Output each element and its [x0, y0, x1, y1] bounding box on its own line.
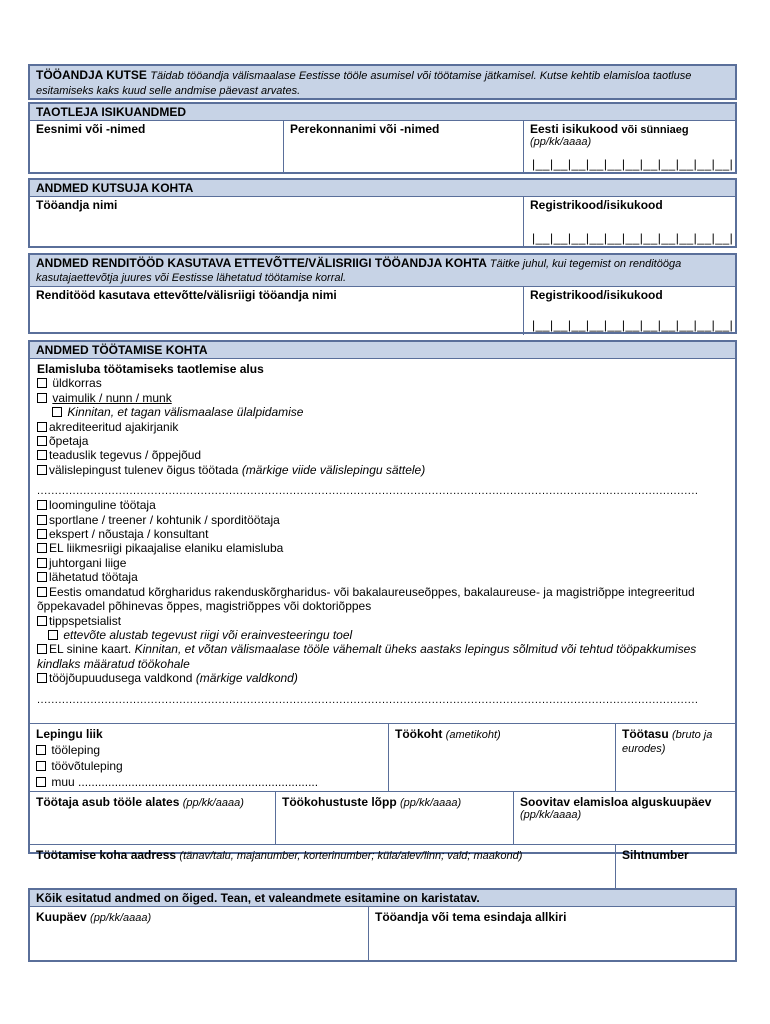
checkbox[interactable]: [37, 500, 47, 510]
option-startup[interactable]: [30, 628, 735, 642]
option-general[interactable]: [30, 376, 735, 390]
permit-start-field[interactable]: [514, 792, 735, 844]
checkbox[interactable]: [37, 393, 47, 403]
id-format-hint: (pp/kk/aaaa): [530, 136, 592, 148]
date-label: Kuupäev: [36, 910, 87, 924]
salary-hint: (bruto ja eurodes): [622, 729, 713, 755]
option-top-specialist[interactable]: [30, 614, 735, 628]
option-label: loominguline töötaja: [49, 498, 156, 513]
address-label: Töötamise koha aadress: [36, 848, 177, 862]
option-label: tippspetsialist: [49, 613, 122, 628]
declaration-statement: Kõik esitatud andmed on õiged. Tean, et valeandmete esitamine on karistatav.: [30, 890, 735, 907]
salary-label: Töötasu: [622, 727, 669, 741]
option-note: (märkige viide välislepingu sättele): [241, 462, 426, 477]
start-date-label: Töötaja asub tööle alates: [36, 795, 180, 809]
option-posted[interactable]: [30, 570, 735, 584]
inviter-header: ANDMED KUTSUJA KOHTA: [30, 180, 735, 197]
address-hint: (tänav/talu, majanumber, korterinumber; küla/alev/linn; vald; maakond): [179, 850, 523, 862]
checkbox[interactable]: [37, 558, 47, 568]
option-teacher[interactable]: [30, 434, 735, 448]
signature-label: Tööandja või tema esindaja allkiri: [375, 910, 567, 924]
position-label: Töökoht: [395, 727, 443, 741]
employer-name-label: Tööandja nimi: [36, 198, 118, 212]
position-field[interactable]: [389, 724, 616, 791]
applicant-section: [28, 102, 737, 174]
first-name-field[interactable]: [30, 121, 284, 174]
option-shortage[interactable]: [30, 671, 735, 685]
checkbox[interactable]: [37, 378, 47, 388]
option-treaty[interactable]: [30, 463, 735, 477]
leasing-header: ANDMED RENDITÖÖD KASUTAVA ETTEVÕTTE/VÄLISRIIGI TÖÖANDJA KOHTA: [36, 256, 487, 270]
leasing-reg-code-label: Registrikood/isikukood: [530, 288, 663, 302]
address-field[interactable]: [30, 845, 616, 891]
permit-start-label: Soovitav elamisloa alguskuupäev: [520, 795, 712, 809]
option-executive[interactable]: [30, 556, 735, 570]
checkbox[interactable]: [52, 407, 62, 417]
option-label: õpetaja: [49, 434, 89, 449]
inviter-reg-code-field[interactable]: [524, 197, 735, 248]
checkbox[interactable]: [37, 543, 47, 553]
option-label: Eestis omandatud kõrgharidus rakenduskõrgharidus- või bakalaureuseõppes, bakalaureuse- ja magistriõppe integreeritud õppekavadel põhinevas õppes, magistriõppes või doktoriõppes: [37, 584, 695, 614]
option-blue-card[interactable]: [30, 642, 735, 671]
postcode-field[interactable]: [616, 845, 735, 891]
checkbox[interactable]: [37, 644, 47, 654]
employment-header: ANDMED TÖÖTAMISE KOHTA: [30, 342, 735, 359]
postcode-label: Sihtnumber: [622, 848, 689, 862]
checkbox[interactable]: [37, 515, 47, 525]
leasing-reg-code-boxes[interactable]: |__|__|__|__|__|__|__|__|__|__|__|: [532, 318, 734, 332]
form-title: TÖÖANDJA KUTSE: [36, 68, 147, 82]
leasing-name-field[interactable]: [30, 287, 524, 335]
option-label: akrediteeritud ajakirjanik: [49, 419, 179, 434]
option-label: Kinnitan, et tagan välismaalase ülalpidamise: [67, 405, 304, 420]
contract-opt-other[interactable]: [36, 774, 382, 790]
leasing-reg-code-field[interactable]: [524, 287, 735, 335]
option-label: EL sinine kaart.: [49, 642, 132, 657]
checkbox[interactable]: [48, 630, 58, 640]
checkbox[interactable]: [37, 587, 47, 597]
option-label: töövõtuleping: [51, 759, 123, 773]
option-researcher[interactable]: [30, 448, 735, 462]
start-date-field[interactable]: [30, 792, 276, 844]
option-support[interactable]: [30, 405, 735, 419]
salary-field[interactable]: [616, 724, 735, 791]
leasing-name-label: Renditööd kasutava ettevõtte/välisriigi tööandja nimi: [36, 288, 337, 302]
last-name-field[interactable]: [284, 121, 524, 174]
option-label: teaduslik tegevus / õppejõud: [49, 448, 202, 463]
option-eu-resident[interactable]: [30, 541, 735, 555]
id-code-boxes[interactable]: |__|__|__|__|__|__|__|__|__|__|__|: [532, 157, 734, 171]
option-sport[interactable]: [30, 513, 735, 527]
employment-section: [28, 340, 737, 862]
applicant-header: TAOTLEJA ISIKUANDMED: [30, 104, 735, 121]
option-label: vaimulik / nunn / munk: [52, 390, 172, 405]
date-field[interactable]: [30, 907, 369, 962]
contract-type-field: [30, 724, 389, 791]
leasing-note: Täitke juhul, kui tegemist on renditööga kasutajaettevõtja juures või Eestisse lähetatud töötamise korral.: [36, 258, 682, 284]
checkbox[interactable]: [37, 616, 47, 626]
option-label: ekspert / nõustaja / konsultant: [49, 527, 209, 542]
option-creative[interactable]: [30, 498, 735, 512]
option-label: juhtorgani liige: [49, 555, 127, 570]
option-label: üldkorras: [52, 376, 102, 391]
checkbox[interactable]: [37, 436, 47, 446]
form-instructions: Täidab tööandja välismaalase Eestisse tööle asumisel või töötamise jätkamisel. Kutse kehtib elamisloa taotluse esitamiseks kaks kuud selle andmise päevast arvates.: [36, 70, 692, 97]
checkbox[interactable]: [36, 761, 46, 771]
option-label: lähetatud töötaja: [49, 570, 138, 585]
inviter-reg-code-label: Registrikood/isikukood: [530, 198, 663, 212]
first-name-label: Eesnimi või -nimed: [36, 122, 146, 136]
basis-title: Elamisluba töötamiseks taotlemise alus: [37, 362, 264, 376]
checkbox[interactable]: [37, 422, 47, 432]
checkbox[interactable]: [37, 572, 47, 582]
end-date-label: Töökohustuste lõpp: [282, 795, 397, 809]
inviter-reg-code-boxes[interactable]: |__|__|__|__|__|__|__|__|__|__|__|: [532, 231, 734, 245]
option-label: sportlane / treener / kohtunik / sporditöötaja: [49, 512, 280, 527]
option-label: EL liikmesriigi pikaajalise elaniku elamisluba: [49, 541, 284, 556]
checkbox[interactable]: [37, 450, 47, 460]
option-expert[interactable]: [30, 527, 735, 541]
last-name-label: Perekonnanimi või -nimed: [290, 122, 440, 136]
treaty-input-line[interactable]: ..........................................................................................................................................................................................: [37, 485, 699, 498]
contract-type-label: Lepingu liik: [36, 727, 103, 741]
inviter-section: [28, 178, 737, 248]
start-date-hint: (pp/kk/aaaa): [182, 797, 244, 809]
permit-start-hint: (pp/kk/aaaa): [520, 809, 582, 821]
contract-opt-service[interactable]: [36, 758, 382, 774]
checkbox[interactable]: [37, 673, 47, 683]
shortage-input-line[interactable]: ..........................................................................................................................................................................................: [37, 693, 699, 706]
leasing-section: [28, 253, 737, 334]
end-date-field[interactable]: [276, 792, 514, 844]
signature-field[interactable]: [369, 907, 735, 962]
option-journalist[interactable]: [30, 420, 735, 434]
date-hint: (pp/kk/aaaa): [90, 912, 152, 924]
position-hint: (ametikoht): [445, 729, 501, 741]
declaration-section: [28, 888, 737, 962]
option-note: (märkige valdkond): [195, 671, 298, 686]
contract-opt-employment[interactable]: [36, 742, 382, 758]
option-graduate[interactable]: [30, 585, 735, 614]
option-label: tööleping: [51, 743, 101, 757]
employer-name-field[interactable]: [30, 197, 524, 248]
intro-section: [28, 64, 737, 100]
option-label: ettevõte alustab tegevust riigi või erainvesteeringu toel: [63, 627, 353, 642]
option-label: muu ........................................................................: [51, 775, 319, 789]
checkbox[interactable]: [37, 465, 47, 475]
option-clergy[interactable]: [30, 391, 735, 405]
id-code-field[interactable]: [524, 121, 735, 174]
checkbox[interactable]: [36, 745, 46, 755]
birth-date-label: või sünniaeg: [621, 124, 689, 136]
end-date-hint: (pp/kk/aaaa): [400, 797, 462, 809]
option-label: välislepingust tulenev õigus töötada: [49, 462, 239, 477]
checkbox[interactable]: [36, 777, 46, 787]
option-label: tööjõupuudusega valdkond: [49, 671, 193, 686]
checkbox[interactable]: [37, 529, 47, 539]
option-note: Kinnitan, et võtan välismaalase tööle vähemalt üheks aastaks lepingus sõlmitud või tehtud tööpakkumises kindlaks määratud töökohale: [37, 642, 697, 671]
id-code-label: Eesti isikukood: [530, 122, 619, 136]
